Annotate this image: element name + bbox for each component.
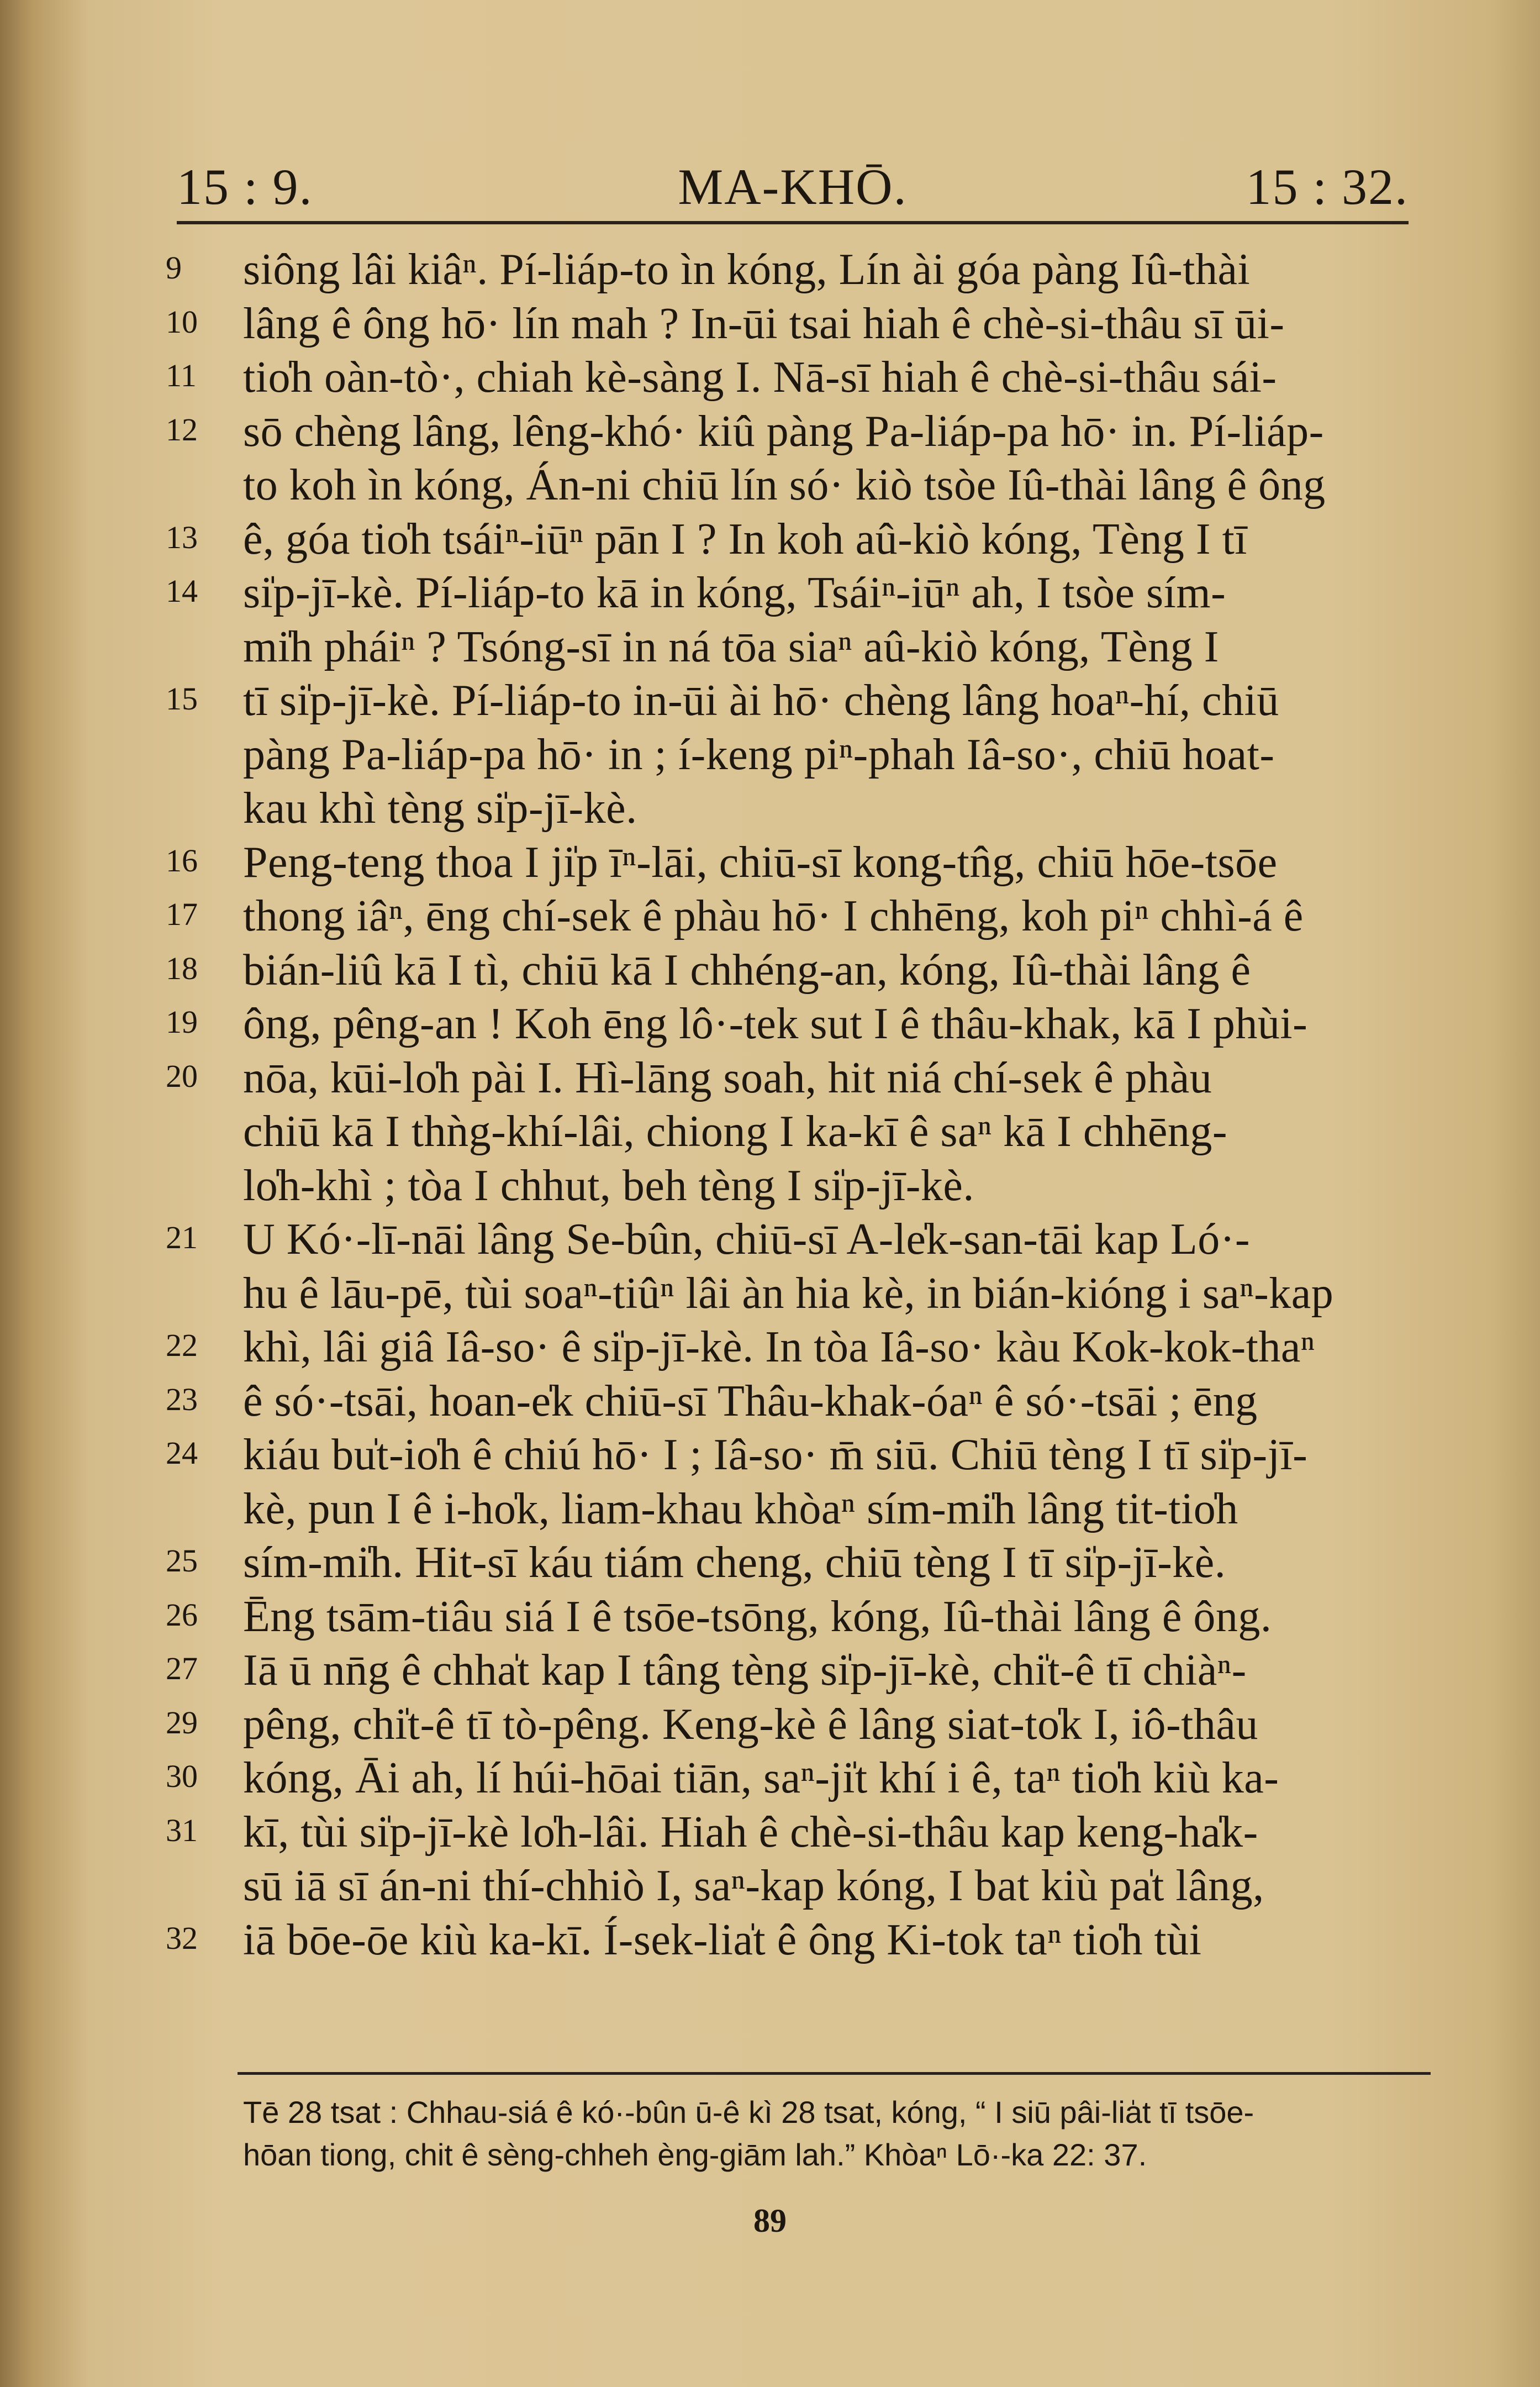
line-text: kī, tùi si̍p-jī-kè lo̍h-lâi. Hiah ê chè-si-thâu kap keng-ha̍k- (243, 1807, 1258, 1857)
line-text: khì, lâi giâ Iâ-so· ê si̍p-jī-kè. In tòa Iâ-so· kàu Kok-kok-thaⁿ (243, 1323, 1315, 1371)
text-line (166, 1159, 1431, 1213)
line-text: pàng Pa-liáp-pa hō· in ; í-keng piⁿ-phah Iâ-so·, chiū hoat- (243, 730, 1275, 779)
line-text: tio̍h oàn-tò·, chiah kè-sàng I. Nā-sī hiah ê chè-si-thâu sái- (243, 353, 1277, 402)
verse-number: 29 (166, 1704, 198, 1741)
verse-number: 10 (166, 303, 198, 340)
verse-number: 9 (166, 250, 182, 286)
running-header (177, 157, 1409, 218)
text-line (166, 1375, 1431, 1429)
text-line (166, 1321, 1431, 1375)
verse-number: 19 (166, 1004, 198, 1040)
text-line (166, 1051, 1431, 1106)
text-line (166, 566, 1431, 621)
header-left-reference: 15 : 9. (177, 159, 313, 215)
verse-number: 18 (166, 950, 198, 986)
verse-number: 16 (166, 842, 198, 879)
verse-number: 31 (166, 1812, 198, 1848)
line-text: ông, pêng-an ! Koh ēng lô·-tek sut I ê thâu-khak, kā I phùi- (243, 1000, 1308, 1048)
text-line (166, 1806, 1431, 1860)
line-text: Ēng tsām-tiâu siá I ê tsōe-tsōng, kóng, Iû-thài lâng ê ông. (243, 1592, 1272, 1641)
line-text: bián-liû kā I tì, chiū kā I chhéng-an, kóng, Iû-thài lâng ê (243, 945, 1251, 995)
line-text: kóng, Āi ah, lí húi-hōai tiān, saⁿ-ji̍t khí i ê, taⁿ tio̍h kiù ka- (243, 1754, 1279, 1802)
header-rule (177, 221, 1409, 224)
text-line (166, 997, 1431, 1051)
line-text: sū iā sī án-ni thí-chhiò I, saⁿ-kap kóng, I bat kiù pa̍t lâng, (243, 1862, 1264, 1910)
line-text: mi̍h pháiⁿ ? Tsóng-sī in ná tōa siaⁿ aû-kiò kóng, Tèng I (243, 622, 1219, 671)
line-text: ê, góa tio̍h tsáiⁿ-iūⁿ pān I ? In koh aû-kiò kóng, Tèng I tī (243, 514, 1248, 564)
line-text: si̍p-jī-kè. Pí-liáp-to kā in kóng, Tsáiⁿ-iūⁿ ah, I tsòe sím- (243, 569, 1226, 617)
verse-number: 21 (166, 1219, 198, 1255)
line-text: sím-mi̍h. Hit-sī káu tiám cheng, chiū tèng I tī si̍p-jī-kè. (243, 1538, 1226, 1587)
header-book-title: MA-KHŌ. (678, 159, 908, 215)
text-line (166, 297, 1431, 351)
text-line (166, 1698, 1431, 1752)
text-line (166, 513, 1431, 567)
text-line (166, 405, 1431, 459)
line-text: kiáu bu̍t-io̍h ê chiú hō· I ; Iâ-so· m̄ siū. Chiū tèng I tī si̍p-jī- (243, 1431, 1308, 1479)
verse-number: 13 (166, 519, 198, 555)
verse-number: 23 (166, 1381, 198, 1417)
verse-number: 20 (166, 1058, 198, 1094)
text-line (166, 728, 1431, 782)
text-line (166, 1752, 1431, 1806)
footnote-rule (238, 2072, 1431, 2075)
verse-number: 22 (166, 1327, 198, 1363)
line-text: sō chèng lâng, lêng-khó· kiû pàng Pa-liáp-pa hō· in. Pí-liáp- (243, 407, 1324, 456)
line-text: siông lâi kiâⁿ. Pí-liáp-to ìn kóng, Lín ài góa pàng Iû-thài (243, 245, 1251, 294)
verse-number: 12 (166, 411, 198, 448)
text-line (166, 1536, 1431, 1590)
verse-number: 17 (166, 896, 198, 932)
text-line (166, 1913, 1431, 1968)
line-text: hu ê lāu-pē, tùi soaⁿ-tiûⁿ lâi àn hia kè, in bián-kióng i saⁿ-kap (243, 1269, 1334, 1318)
verse-number: 25 (166, 1543, 198, 1579)
text-line (166, 782, 1431, 836)
verse-number: 24 (166, 1435, 198, 1471)
text-line (166, 1859, 1431, 1913)
verse-number: 30 (166, 1758, 198, 1794)
text-line (166, 836, 1431, 890)
text-line (166, 674, 1431, 728)
header-right-reference: 15 : 32. (1246, 159, 1409, 215)
line-text: lâng ê ông hō· lín mah ? In-ūi tsai hiah ê chè-si-thâu sī ūi- (243, 299, 1285, 348)
text-line (166, 890, 1431, 944)
text-line (166, 1644, 1431, 1698)
verse-number: 11 (166, 357, 197, 393)
line-text: kau khì tèng si̍p-jī-kè. (243, 784, 637, 833)
line-text: iā bōe-ōe kiù ka-kī. Í-sek-lia̍t ê ông Ki-tok taⁿ tio̍h tùi (243, 1915, 1202, 1964)
verse-number: 15 (166, 681, 198, 717)
verse-number: 26 (166, 1596, 198, 1633)
verse-number: 27 (166, 1650, 198, 1686)
text-line (166, 1482, 1431, 1537)
verse-number: 14 (166, 573, 198, 609)
text-line (166, 1267, 1431, 1321)
text-line (166, 944, 1431, 998)
line-text: pêng, chi̍t-ê tī tò-pêng. Keng-kè ê lâng siat-to̍k I, iô-thâu (243, 1700, 1258, 1749)
line-text: thong iâⁿ, ēng chí-sek ê phàu hō· I chhēng, koh piⁿ chhì-á ê (243, 892, 1304, 940)
text-line (166, 459, 1431, 513)
line-text: chiū kā I thǹg-khí-lâi, chiong I ka-kī ê saⁿ kā I chhēng- (243, 1107, 1227, 1156)
verse-number: 32 (166, 1920, 198, 1956)
line-text: kè, pun I ê i-ho̍k, liam-khau khòaⁿ sím-mi̍h lâng tit-tio̍h (243, 1484, 1238, 1533)
line-text: to koh ìn kóng, Án-ni chiū lín só· kiò tsòe Iû-thài lâng ê ông (243, 461, 1326, 509)
line-text: ê só·-tsāi, hoan-e̍k chiū-sī Thâu-khak-óaⁿ ê só·-tsāi ; ēng (243, 1376, 1258, 1426)
text-line (166, 1428, 1431, 1482)
text-line (166, 1105, 1431, 1159)
line-text: nōa, kūi-lo̍h pài I. Hì-lāng soah, hit niá chí-sek ê phàu (243, 1053, 1212, 1102)
line-text: Peng-teng thoa I ji̍p īⁿ-lāi, chiū-sī kong-tn̂g, chiū hōe-tsōe (243, 838, 1278, 887)
line-text: Iā ū nn̄g ê chha̍t kap I tâng tèng si̍p-jī-kè, chi̍t-ê tī chiàⁿ- (243, 1646, 1247, 1695)
footnote-line-1: Tē 28 tsat : Chhau-siá ê kó·-bûn ū-ê kì 28 tsat, kóng, “ I siū pâi-lia̍t tī tsōe- (243, 2095, 1254, 2130)
line-text: lo̍h-khì ; tòa I chhut, beh tèng I si̍p-jī-kè. (243, 1161, 974, 1210)
line-text: tī si̍p-jī-kè. Pí-liáp-to in-ūi ài hō· chèng lâng hoaⁿ-hí, chiū (243, 676, 1279, 725)
text-line (166, 243, 1431, 297)
text-line (166, 1213, 1431, 1267)
text-line (166, 351, 1431, 405)
text-line (166, 621, 1431, 675)
line-text: U Kó·-lī-nāi lâng Se-bûn, chiū-sī A-le̍k-san-tāi kap Ló·- (243, 1215, 1251, 1264)
text-line (166, 1590, 1431, 1644)
scripture-text (166, 243, 1431, 1967)
footnote-line-2: hōan tiong, chit ê sèng-chheh èng-giām lah.” Khòaⁿ Lō·-ka 22: 37. (243, 2137, 1147, 2172)
page-number: 89 (753, 2202, 787, 2239)
